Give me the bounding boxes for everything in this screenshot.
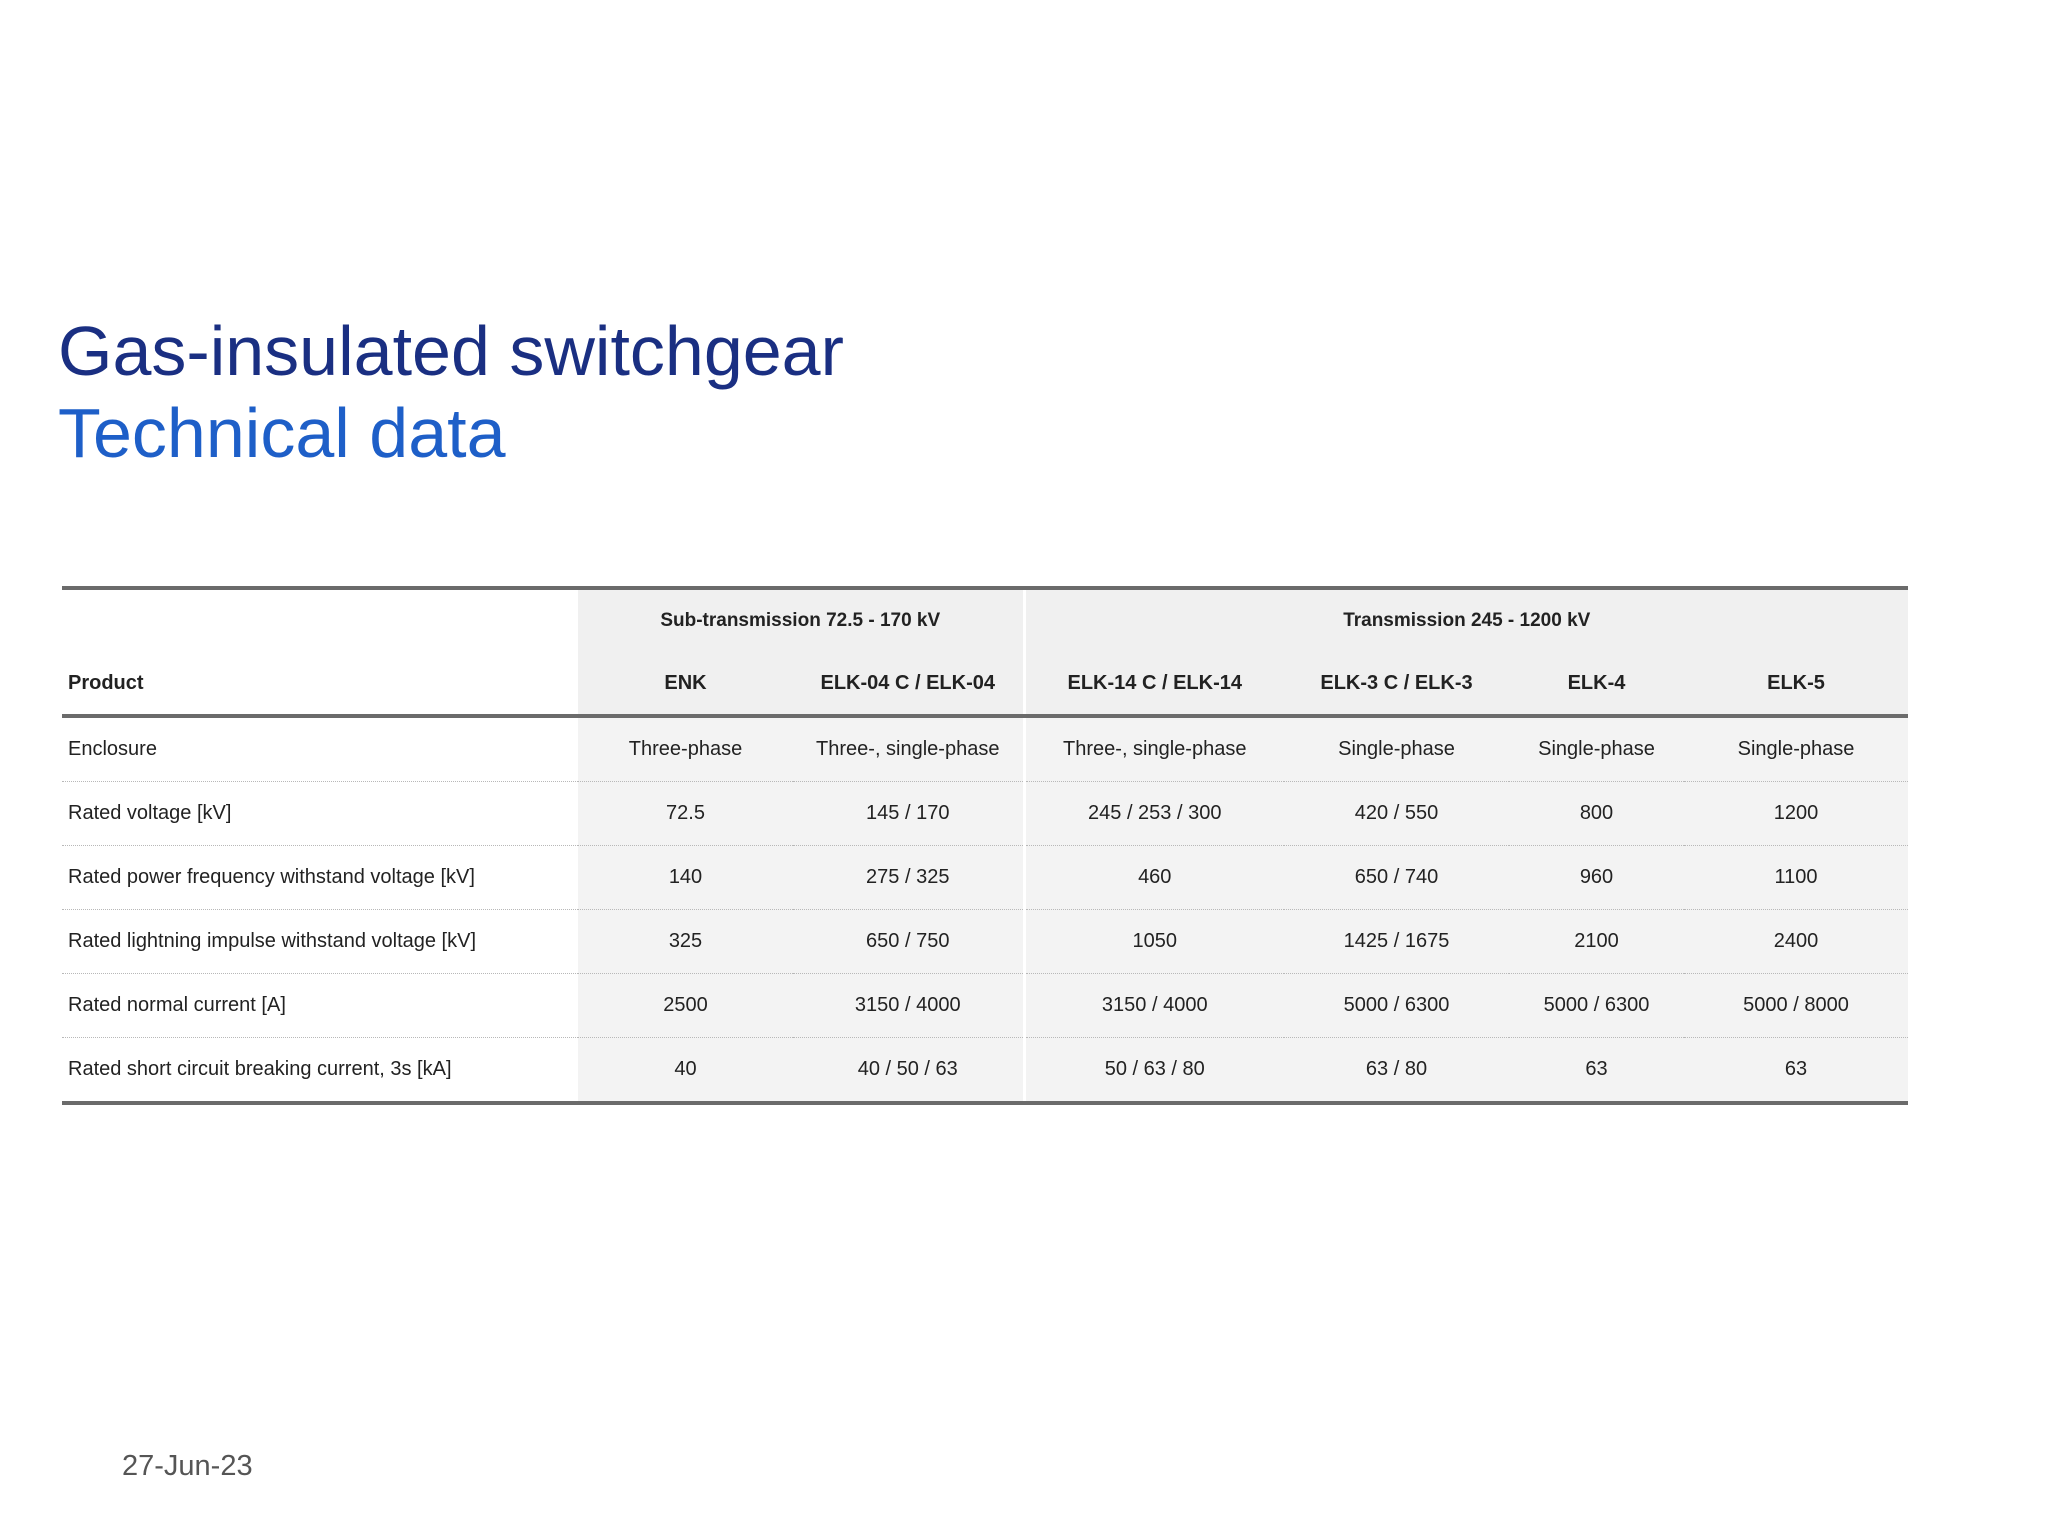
product-header-row: [62, 652, 1908, 716]
title-subtitle: Technical data: [58, 394, 506, 472]
footer-date: 27-Jun-23: [122, 1450, 253, 1482]
table-cell: 325: [578, 910, 793, 974]
group-header-transmission: Transmission 245 - 1200 kV: [1024, 588, 1908, 652]
table-cell: 2100: [1509, 910, 1684, 974]
table-row-lightning-impulse-withstand: [62, 910, 1908, 974]
table-cell: 960: [1509, 846, 1684, 910]
table-cell: 460: [1024, 846, 1284, 910]
product-header-elk-04: ELK-04 C / ELK-04: [793, 652, 1024, 716]
table-cell: Single-phase: [1509, 716, 1684, 782]
table-cell: 140: [578, 846, 793, 910]
row-label: Rated lightning impulse withstand voltage [kV]: [62, 910, 578, 974]
row-label: Rated power frequency withstand voltage [kV]: [62, 846, 578, 910]
table-row-normal-current: [62, 974, 1908, 1038]
product-header-elk-3: ELK-3 C / ELK-3: [1284, 652, 1509, 716]
group-header-blank: [62, 588, 578, 652]
product-header-label: Product: [62, 652, 578, 716]
table-cell: 5000 / 6300: [1509, 974, 1684, 1038]
table-cell: 63: [1509, 1038, 1684, 1104]
product-header-elk-4: ELK-4: [1509, 652, 1684, 716]
table-cell: 2500: [578, 974, 793, 1038]
table-cell: 5000 / 6300: [1284, 974, 1509, 1038]
product-header-enk: ENK: [578, 652, 793, 716]
table-cell: 3150 / 4000: [1024, 974, 1284, 1038]
technical-data-table: [62, 586, 1908, 1105]
table-row-short-circuit-breaking-current: [62, 1038, 1908, 1104]
table-cell: 1050: [1024, 910, 1284, 974]
group-header-row: [62, 588, 1908, 652]
table-cell: Three-, single-phase: [793, 716, 1024, 782]
product-header-elk-14: ELK-14 C / ELK-14: [1024, 652, 1284, 716]
table-cell: 3150 / 4000: [793, 974, 1024, 1038]
product-header-elk-5: ELK-5: [1684, 652, 1908, 716]
table-cell: 72.5: [578, 782, 793, 846]
table-cell: Three-phase: [578, 716, 793, 782]
table-row-power-frequency-withstand: [62, 846, 1908, 910]
table-cell: 650 / 750: [793, 910, 1024, 974]
table-cell: 650 / 740: [1284, 846, 1509, 910]
table-cell: 800: [1509, 782, 1684, 846]
table-cell: 50 / 63 / 80: [1024, 1038, 1284, 1104]
table-cell: 63: [1684, 1038, 1908, 1104]
table-cell: 245 / 253 / 300: [1024, 782, 1284, 846]
table-cell: 420 / 550: [1284, 782, 1509, 846]
slide-title: [58, 310, 844, 474]
row-label: Enclosure: [62, 716, 578, 782]
group-header-sub-transmission: Sub-transmission 72.5 - 170 kV: [578, 588, 1024, 652]
table-cell: 1200: [1684, 782, 1908, 846]
table-cell: 1425 / 1675: [1284, 910, 1509, 974]
table-cell: 40 / 50 / 63: [793, 1038, 1024, 1104]
table-cell: Three-, single-phase: [1024, 716, 1284, 782]
row-label: Rated normal current [A]: [62, 974, 578, 1038]
table-cell: 2400: [1684, 910, 1908, 974]
table-cell: 5000 / 8000: [1684, 974, 1908, 1038]
table-row-rated-voltage: [62, 782, 1908, 846]
table-cell: 275 / 325: [793, 846, 1024, 910]
table-cell: 1100: [1684, 846, 1908, 910]
row-label: Rated voltage [kV]: [62, 782, 578, 846]
technical-data-table-container: [62, 586, 1908, 1105]
table-cell: 145 / 170: [793, 782, 1024, 846]
table-row-enclosure: [62, 716, 1908, 782]
title-main: Gas-insulated switchgear: [58, 312, 844, 390]
table-cell: 63 / 80: [1284, 1038, 1509, 1104]
table-cell: Single-phase: [1284, 716, 1509, 782]
row-label: Rated short circuit breaking current, 3s [kA]: [62, 1038, 578, 1104]
table-cell: Single-phase: [1684, 716, 1908, 782]
table-cell: 40: [578, 1038, 793, 1104]
